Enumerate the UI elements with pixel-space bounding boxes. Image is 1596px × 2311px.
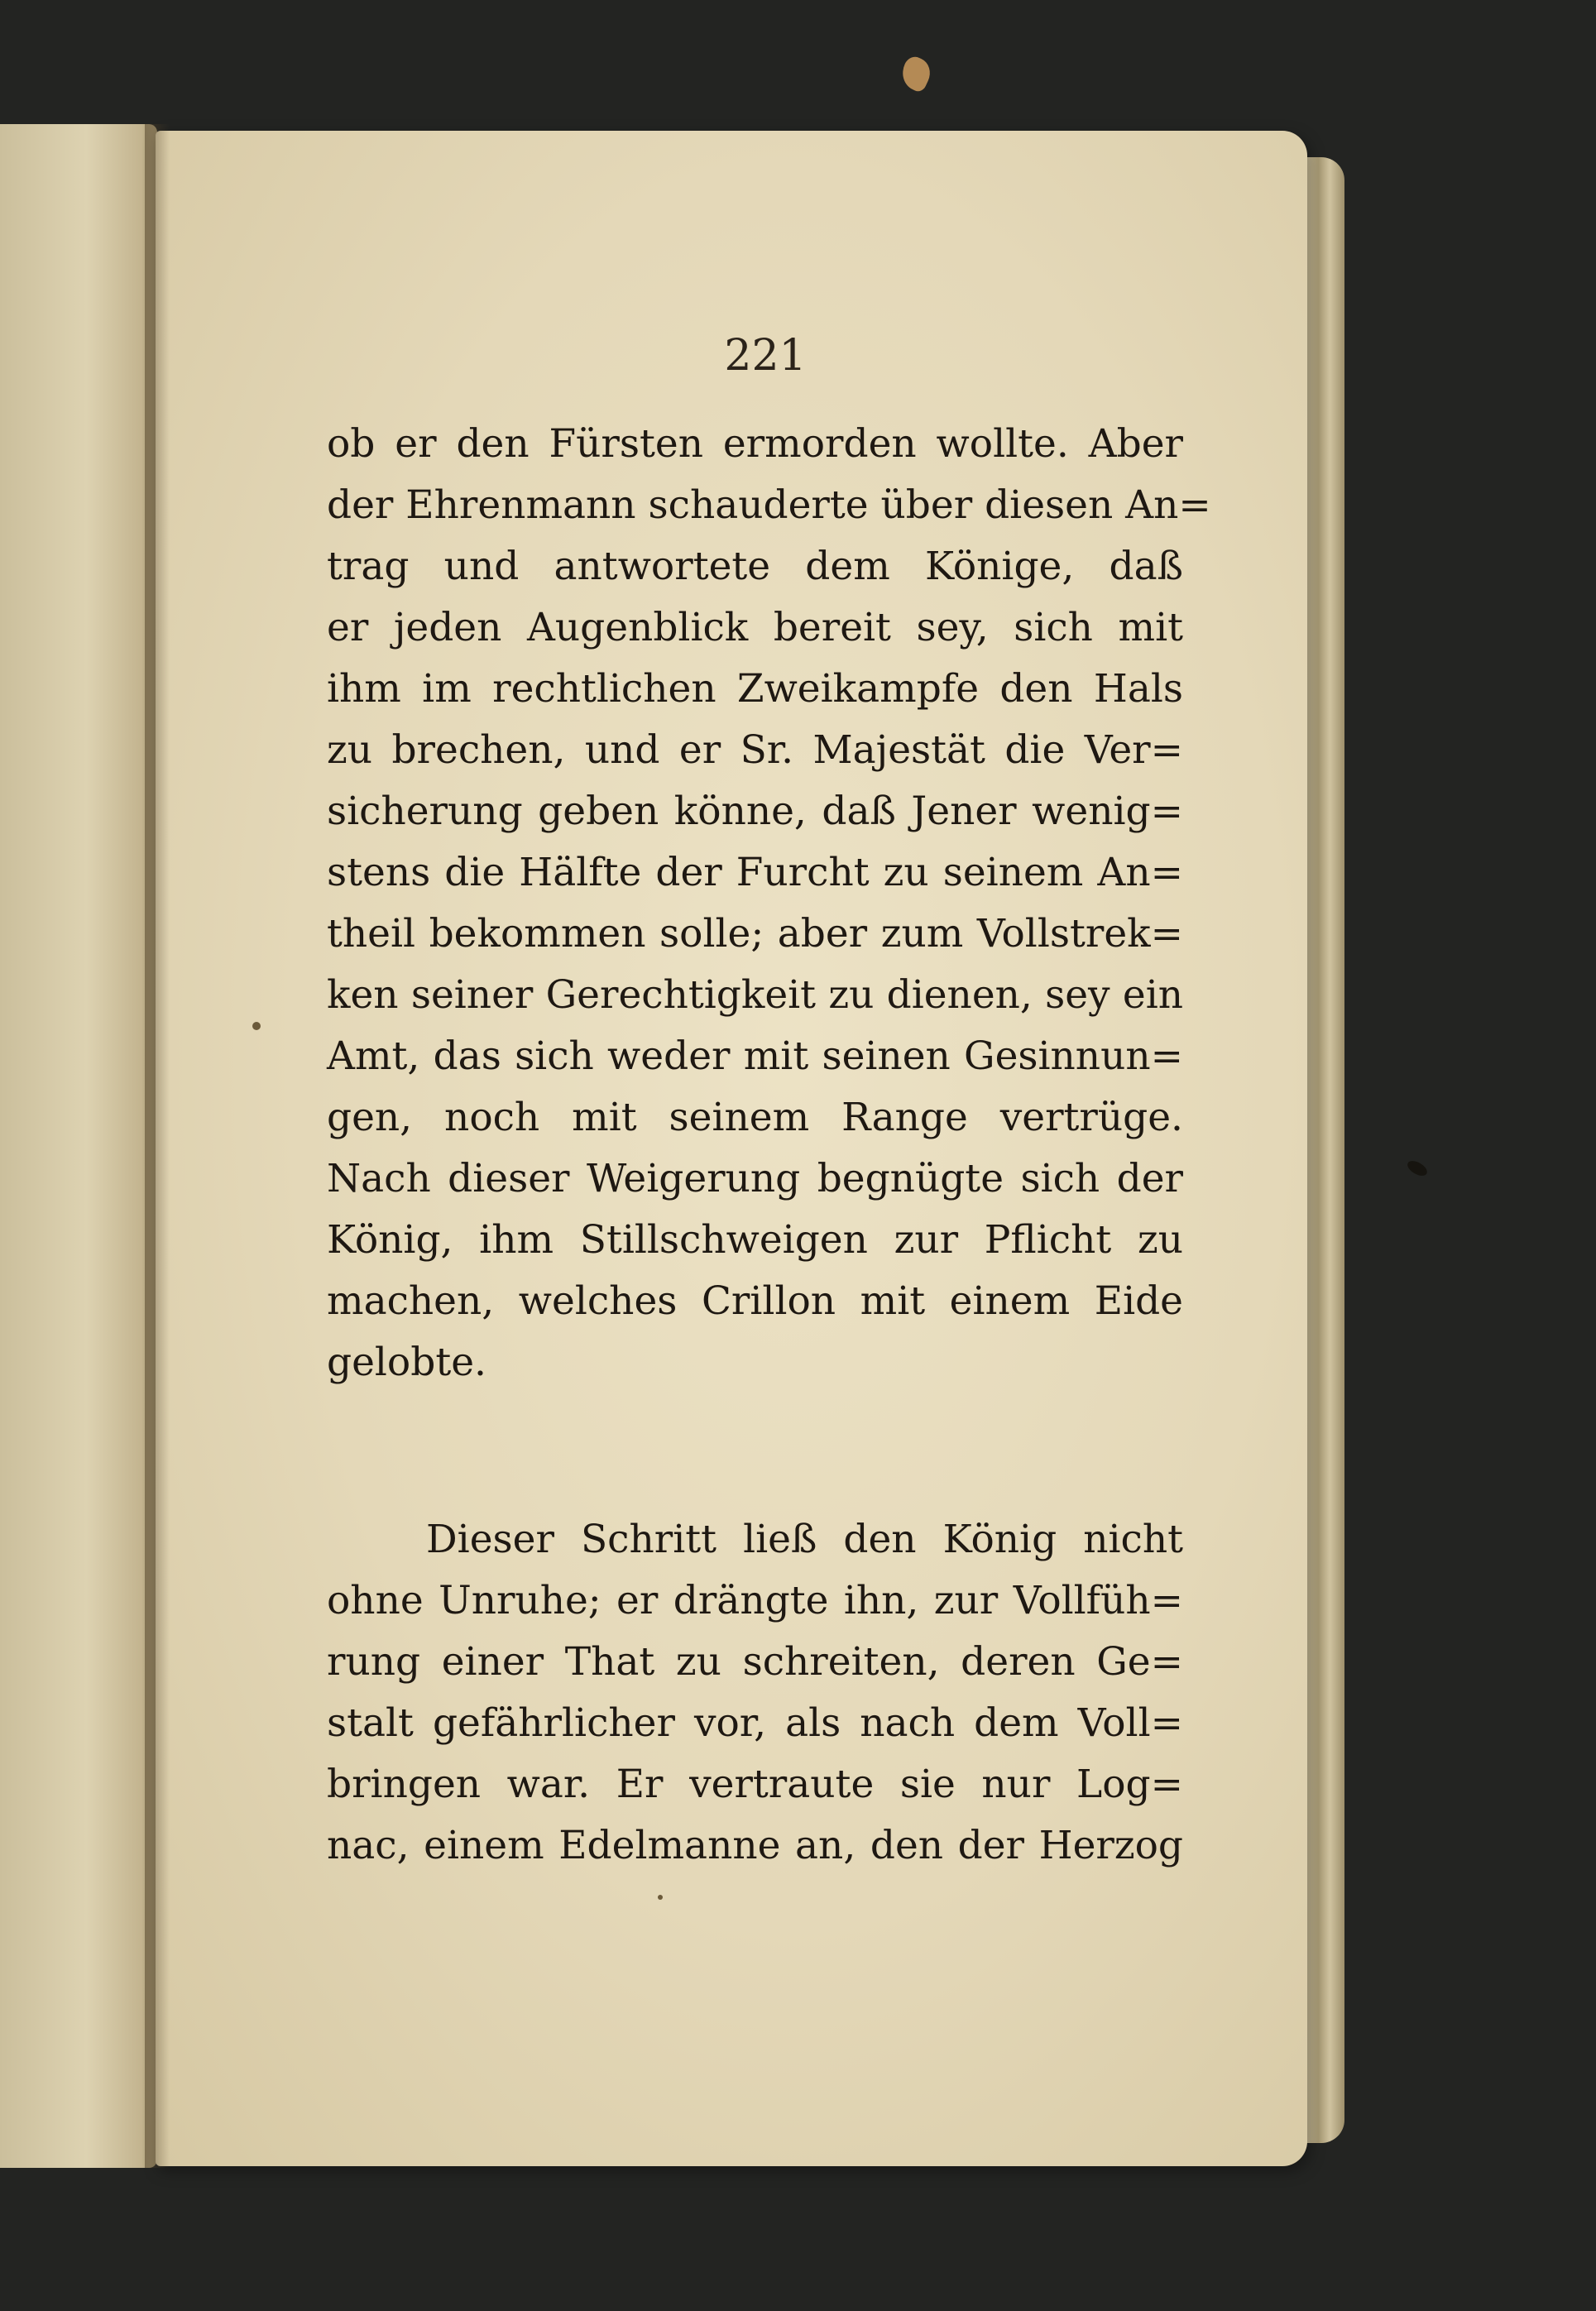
text-line: ihm im rechtlichen Zweikampfe den Hals <box>327 666 1183 712</box>
spine-shadow <box>145 124 170 2168</box>
text-line: trag und antwortete dem Könige, daß <box>327 544 1183 589</box>
text-line: Dieser Schritt ließ den König nicht <box>426 1517 1183 1562</box>
text-line: bringen war. Er vertraute sie nur Log= <box>327 1762 1183 1807</box>
text-line: Nach dieser Weigerung begnügte sich der <box>327 1156 1183 1201</box>
text-line: stens die Hälfte der Furcht zu seinem An= <box>327 850 1183 895</box>
page-number: 221 <box>724 331 807 381</box>
text-line: Amt, das sich weder mit seinen Gesinnun= <box>327 1033 1183 1079</box>
page-speck <box>252 1022 261 1030</box>
text-line: theil bekommen solle; aber zum Vollstrek= <box>327 911 1183 957</box>
text-line: nac, einem Edelmanne an, den der Herzog <box>327 1823 1183 1868</box>
text-line: der Ehrenmann schauderte über diesen An= <box>327 482 1211 528</box>
page-speck <box>658 1895 663 1900</box>
paper-fragment <box>1405 1158 1430 1178</box>
text-line: machen, welches Crillon mit einem Eide <box>327 1278 1183 1324</box>
text-line: König, ihm Stillschweigen zur Pflicht zu <box>327 1217 1183 1263</box>
facing-page-edge <box>0 124 157 2168</box>
text-line: er jeden Augenblick bereit sey, sich mit <box>327 605 1183 650</box>
text-line: ohne Unruhe; er drängte ihn, zur Vollfüh= <box>327 1578 1183 1623</box>
text-line: ob er den Fürsten ermorden wollte. Aber <box>327 421 1183 467</box>
text-line: stalt gefährlicher vor, als nach dem Voll= <box>327 1700 1183 1746</box>
text-line: gen, noch mit seinem Range vertrüge. <box>327 1095 1183 1140</box>
text-line: gelobte. <box>327 1340 486 1385</box>
text-line: sicherung geben könne, daß Jener wenig= <box>327 789 1183 834</box>
paper-fragment <box>897 54 936 94</box>
text-line: rung einer That zu schreiten, deren Ge= <box>327 1639 1183 1685</box>
text-line: ken seiner Gerechtigkeit zu dienen, sey ein <box>327 972 1183 1018</box>
paragraph-gap <box>327 1393 1183 1509</box>
body-text <box>327 414 1211 1877</box>
text-line: zu brechen, und er Sr. Majestät die Ver= <box>327 727 1183 773</box>
